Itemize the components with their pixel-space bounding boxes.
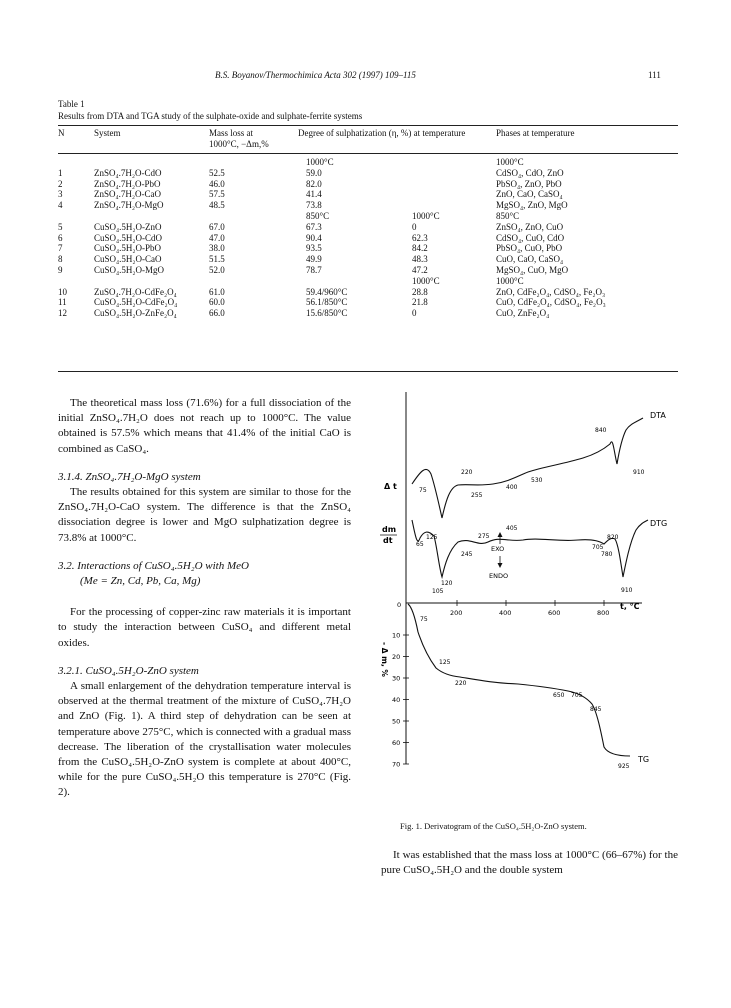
table-cell: 2 <box>58 178 63 189</box>
table-cell: ZnO, CdFe₂O₄, CdSO₄, Fe₂O₃ <box>496 286 606 297</box>
table-row <box>58 297 678 308</box>
delta-t-label: Δ t <box>384 482 397 491</box>
figure-caption: Fig. 1. Derivatogram of the CuSO₄.5H₂O-ZnO system. <box>400 821 587 831</box>
section-heading: 3.2.1. CuSO₄.5H₂O-ZnO system <box>58 664 199 677</box>
table-cell: 93.5 <box>306 243 322 254</box>
table-cell: 8 <box>58 254 63 265</box>
table-cell: MgSO₄, ZnO, MgO <box>496 200 568 211</box>
paragraph: The theoretical mass loss (71.6%) for a full dissociation of the initial ZnSO₄.7H₂O does not reach up to 1000°C. The value obtained is 57.5% which means that 41.4% of the initial CaO is combined as CaSO₄. <box>58 397 351 455</box>
table-caption <box>58 98 362 122</box>
table-cell: 56.1/850°C <box>306 297 348 308</box>
table-row <box>58 168 678 179</box>
dtg-annotation: 705 <box>592 544 604 551</box>
th-n: N <box>58 128 65 138</box>
table-cell <box>58 211 94 222</box>
dtg-annotation: 275 <box>478 533 490 540</box>
table-cell: 11 <box>58 297 67 308</box>
y-tick-label: 70 <box>392 760 401 769</box>
table-row <box>58 243 678 254</box>
table-cell: CdSO₄, CuO, CdO <box>496 232 565 243</box>
table-cell: PbSO₄, ZnO, PbO <box>496 178 562 189</box>
paragraph: For the processing of copper-zinc raw materials it is important to study the interaction between CuSO₄ and different metal oxides. <box>58 606 351 649</box>
tg-annotation: 845 <box>590 706 602 713</box>
table-row <box>58 200 678 211</box>
table-cell: 4 <box>58 200 63 211</box>
table-cell: PbSO₄, CuO, PbO <box>496 243 563 254</box>
table-cell: CuO, CdFe₂O₄, CdSO₄, Fe₂O₃ <box>496 297 606 308</box>
section-heading: (Me = Zn, Cd, Pb, Ca, Mg) <box>80 575 201 588</box>
table-cell: 73.8 <box>306 200 322 211</box>
table-row <box>58 308 678 319</box>
dta-curve <box>412 418 643 518</box>
tg-annotation: 705 <box>571 692 583 699</box>
table-header-rule <box>58 153 678 154</box>
table-cell: 15.6/850°C <box>306 308 348 319</box>
table-top-rule <box>58 125 678 126</box>
tg-annotation: 650 <box>553 692 565 699</box>
table-subhead-row <box>58 211 678 222</box>
section-heading: 3.1.4. ZnSO₄.7H₂O-MgO system <box>58 470 201 483</box>
table-cell: 47.2 <box>412 264 428 275</box>
dtg-annotation: 405 <box>506 525 518 532</box>
table-cell: 57.5 <box>209 189 225 200</box>
table-cell: 59.4/960°C <box>306 286 348 297</box>
table-cell: 78.7 <box>306 264 322 275</box>
left-column <box>58 396 351 801</box>
table-cell: 61.0 <box>209 286 225 297</box>
table-cell: CuO, ZnFe₂O₄ <box>496 308 550 319</box>
table-cell: 48.3 <box>412 254 428 265</box>
y-tick-label: 40 <box>392 696 401 704</box>
th-system: System <box>94 128 121 138</box>
y-tick-label: 60 <box>392 739 401 747</box>
table-cell: 46.0 <box>209 178 225 189</box>
table-cell: 850°C <box>496 210 520 221</box>
table-cell: 49.9 <box>306 254 322 265</box>
table-cell: 9 <box>58 264 63 275</box>
table-cell: 52.0 <box>209 264 225 275</box>
table-cell: 47.0 <box>209 232 225 243</box>
table-subhead-row <box>58 157 678 168</box>
table-row <box>58 179 678 190</box>
table-cell: 1000°C <box>412 275 440 286</box>
table-cell: 60.0 <box>209 297 225 308</box>
table-cell: 48.5 <box>209 200 225 211</box>
dtg-annotation: 65 <box>416 541 424 548</box>
th-mass-loss: Mass loss at 1000°C, −Δm,% <box>209 128 269 149</box>
table-body <box>58 157 678 319</box>
table-cell: 90.4 <box>306 232 322 243</box>
table-row <box>58 287 678 298</box>
table-cell: MgSO₄, CuO, MgO <box>496 264 569 275</box>
curve-annotations <box>416 427 645 770</box>
table-cell: CuSO₄.5H₂O-CaO <box>94 254 162 265</box>
derivatogram-figure <box>368 392 680 812</box>
table-cell <box>412 189 496 200</box>
table-header <box>58 128 678 150</box>
table-cell: CuSO₄.5H₂O-ZnO <box>94 221 162 232</box>
table-cell: CuO, CaO, CaSO₄ <box>496 254 564 265</box>
x-tick-label: 200 <box>450 609 463 617</box>
table-cell <box>209 276 306 287</box>
table-row <box>58 254 678 265</box>
table-cell: CuSO₄.5H₂O-MgO <box>94 264 165 275</box>
table-cell <box>306 276 412 287</box>
table-cell: ZnO, CaO, CaSO₄ <box>496 189 563 200</box>
x-tick-label: 800 <box>597 609 610 617</box>
table-cell: 51.5 <box>209 254 225 265</box>
table-row <box>58 233 678 244</box>
y-tick-label: 20 <box>392 653 401 661</box>
section-heading: 3.2. Interactions of CuSO₄.5H₂O with MeO <box>58 559 249 572</box>
table-row <box>58 265 678 276</box>
table-cell: 1000°C <box>306 157 334 167</box>
table-cell: 67.3 <box>306 221 322 232</box>
table-cell: ZnSO₄.7H₂O-MgO <box>94 200 164 211</box>
table-cell: 1 <box>58 167 63 178</box>
table-cell <box>209 157 306 168</box>
table-cell: 0 <box>412 308 417 319</box>
table-row <box>58 222 678 233</box>
table-cell: ZuSO₄.7H₂O-CdFe₂O₄ <box>94 286 177 297</box>
table-cell: 21.8 <box>412 297 428 308</box>
dm-label: dm <box>382 525 397 534</box>
table-cell <box>58 276 94 287</box>
table-cell: 28.8 <box>412 286 428 297</box>
table-cell: ZnSO₄.7H₂O-CdO <box>94 167 162 178</box>
table-subhead-row <box>58 276 678 287</box>
dta-annotation: 910 <box>633 469 645 476</box>
x-tick-label: 600 <box>548 609 561 617</box>
table-cell: 38.0 <box>209 243 225 254</box>
table-cell: 5 <box>58 221 63 232</box>
dtg-annotation: 820 <box>607 534 619 541</box>
right-column <box>381 848 678 878</box>
table-cell: CuSO₄.5H₂O-CdFe₂O₄ <box>94 297 178 308</box>
table-cell: 10 <box>58 286 67 297</box>
table-cell: 12 <box>58 308 67 319</box>
table-cell: CdSO₄, CdO, ZnO <box>496 167 564 178</box>
table-cell: 82.0 <box>306 178 322 189</box>
dtg-annotation: 245 <box>461 551 473 558</box>
dta-label: DTA <box>650 411 666 420</box>
dtg-annotation: 910 <box>621 587 633 594</box>
table-cell: CuSO₄.5H₂O-PbO <box>94 243 162 254</box>
y-axis-label: - Δ m, % <box>380 642 389 677</box>
tg-label: TG <box>638 755 650 764</box>
table-bottom-rule <box>58 371 678 372</box>
table-cell: 52.5 <box>209 167 225 178</box>
table-cell: 1000°C <box>496 157 524 167</box>
table-cell: 67.0 <box>209 221 225 232</box>
table-cell: 1000°C <box>496 275 524 286</box>
table-cell: 84.2 <box>412 243 428 254</box>
dta-annotation: 220 <box>461 469 473 476</box>
journal-citation: B.S. Boyanov/Thermochimica Acta 302 (1997) 109–115 <box>215 70 416 80</box>
paragraph: It was established that the mass loss at 1000°C (66–67%) for the pure CuSO₄.5H₂O and the double system <box>381 849 678 877</box>
table-cell <box>94 211 209 222</box>
table-cell: 7 <box>58 243 63 254</box>
y-tick-label: 50 <box>392 717 401 726</box>
tg-annotation: 220 <box>455 680 467 687</box>
dta-annotation: 255 <box>471 492 483 499</box>
y-tick-label: 10 <box>392 631 401 640</box>
dtg-annotation: 780 <box>601 551 613 558</box>
dta-annotation: 840 <box>595 427 607 434</box>
table-cell: CuSO₄.5H₂O-CdO <box>94 232 163 243</box>
table-cell <box>58 157 94 168</box>
dta-annotation: 530 <box>531 477 543 484</box>
exo-label: EXO <box>491 545 505 553</box>
tg-annotation: 125 <box>439 659 451 666</box>
table-cell: ZnSO₄.7H₂O-PbO <box>94 178 161 189</box>
x-zero-label: 0 <box>397 601 402 609</box>
th-phases: Phases at temperature <box>496 128 575 138</box>
dtg-label: DTG <box>650 519 668 528</box>
table-cell: 1000°C <box>412 210 440 221</box>
endo-label: ENDO <box>489 572 509 580</box>
table-cell: 850°C <box>306 210 330 221</box>
dt-label: dt <box>383 536 393 545</box>
table-cell: 59.0 <box>306 167 322 178</box>
table-cell: ZnSO₄, ZnO, CuO <box>496 221 564 232</box>
x-unit-label: t, °C <box>620 602 640 611</box>
th-degree: Degree of sulphatization (η, %) at temperature <box>298 128 466 138</box>
tg-annotation: 925 <box>618 763 630 770</box>
table-cell <box>412 168 496 179</box>
table-cell <box>412 179 496 190</box>
table-cell: ZnSO₄.7H₂O-CaO <box>94 189 162 200</box>
table-cell <box>412 200 496 211</box>
tg-annotation: 75 <box>420 616 428 623</box>
table-row <box>58 189 678 200</box>
table-cell <box>94 157 209 168</box>
table-cell: 3 <box>58 189 63 200</box>
table-cell: 0 <box>412 221 417 232</box>
dtg-curve <box>412 520 648 577</box>
paragraph: The results obtained for this system are similar to those for the ZnSO₄.7H₂O-CaO system. The difference is that the ZnSO₄ dissociation degree is lower and MgO sulphatization degree is 73.8% at 1000°C. <box>58 486 351 544</box>
dtg-annotation: 125 <box>426 534 438 541</box>
table-title: Results from DTA and TGA study of the sulphate-oxide and sulphate-ferrite systems <box>58 111 363 121</box>
table-cell: 41.4 <box>306 189 322 200</box>
table-cell: CuSO₄.5H₂O-ZnFe₂O₄ <box>94 308 177 319</box>
table-cell <box>94 276 209 287</box>
x-tick-label: 400 <box>499 609 512 617</box>
dta-annotation: 75 <box>419 487 427 494</box>
table-cell: 66.0 <box>209 308 225 319</box>
table-label: Table 1 <box>58 99 85 109</box>
dta-annotation: 400 <box>506 484 518 491</box>
paragraph: A small enlargement of the dehydration temperature interval is observed at the thermal treatment of the mixture of CuSO₄.7H₂O and ZnO (Fig. 1). A third step of dehydration can be seen at temperature above 275°C, which is connected with a gradual mass decrease. The liberation of the crystallisation water molecules from the CuSO₄.5H₂O-ZnO system is complete at about 400°C, while for the pure CuSO₄.5H₂O this temperature is 270°C (Fig. 2). <box>58 680 351 799</box>
dtg-annotation: 105 <box>432 588 444 595</box>
table-cell <box>412 157 496 168</box>
table-cell: 62.3 <box>412 232 428 243</box>
table-cell: 6 <box>58 232 63 243</box>
table-cell <box>209 211 306 222</box>
y-tick-label: 30 <box>392 674 401 683</box>
tg-curve <box>408 604 630 756</box>
dtg-annotation: 120 <box>441 580 453 587</box>
page-number: 111 <box>648 70 661 80</box>
